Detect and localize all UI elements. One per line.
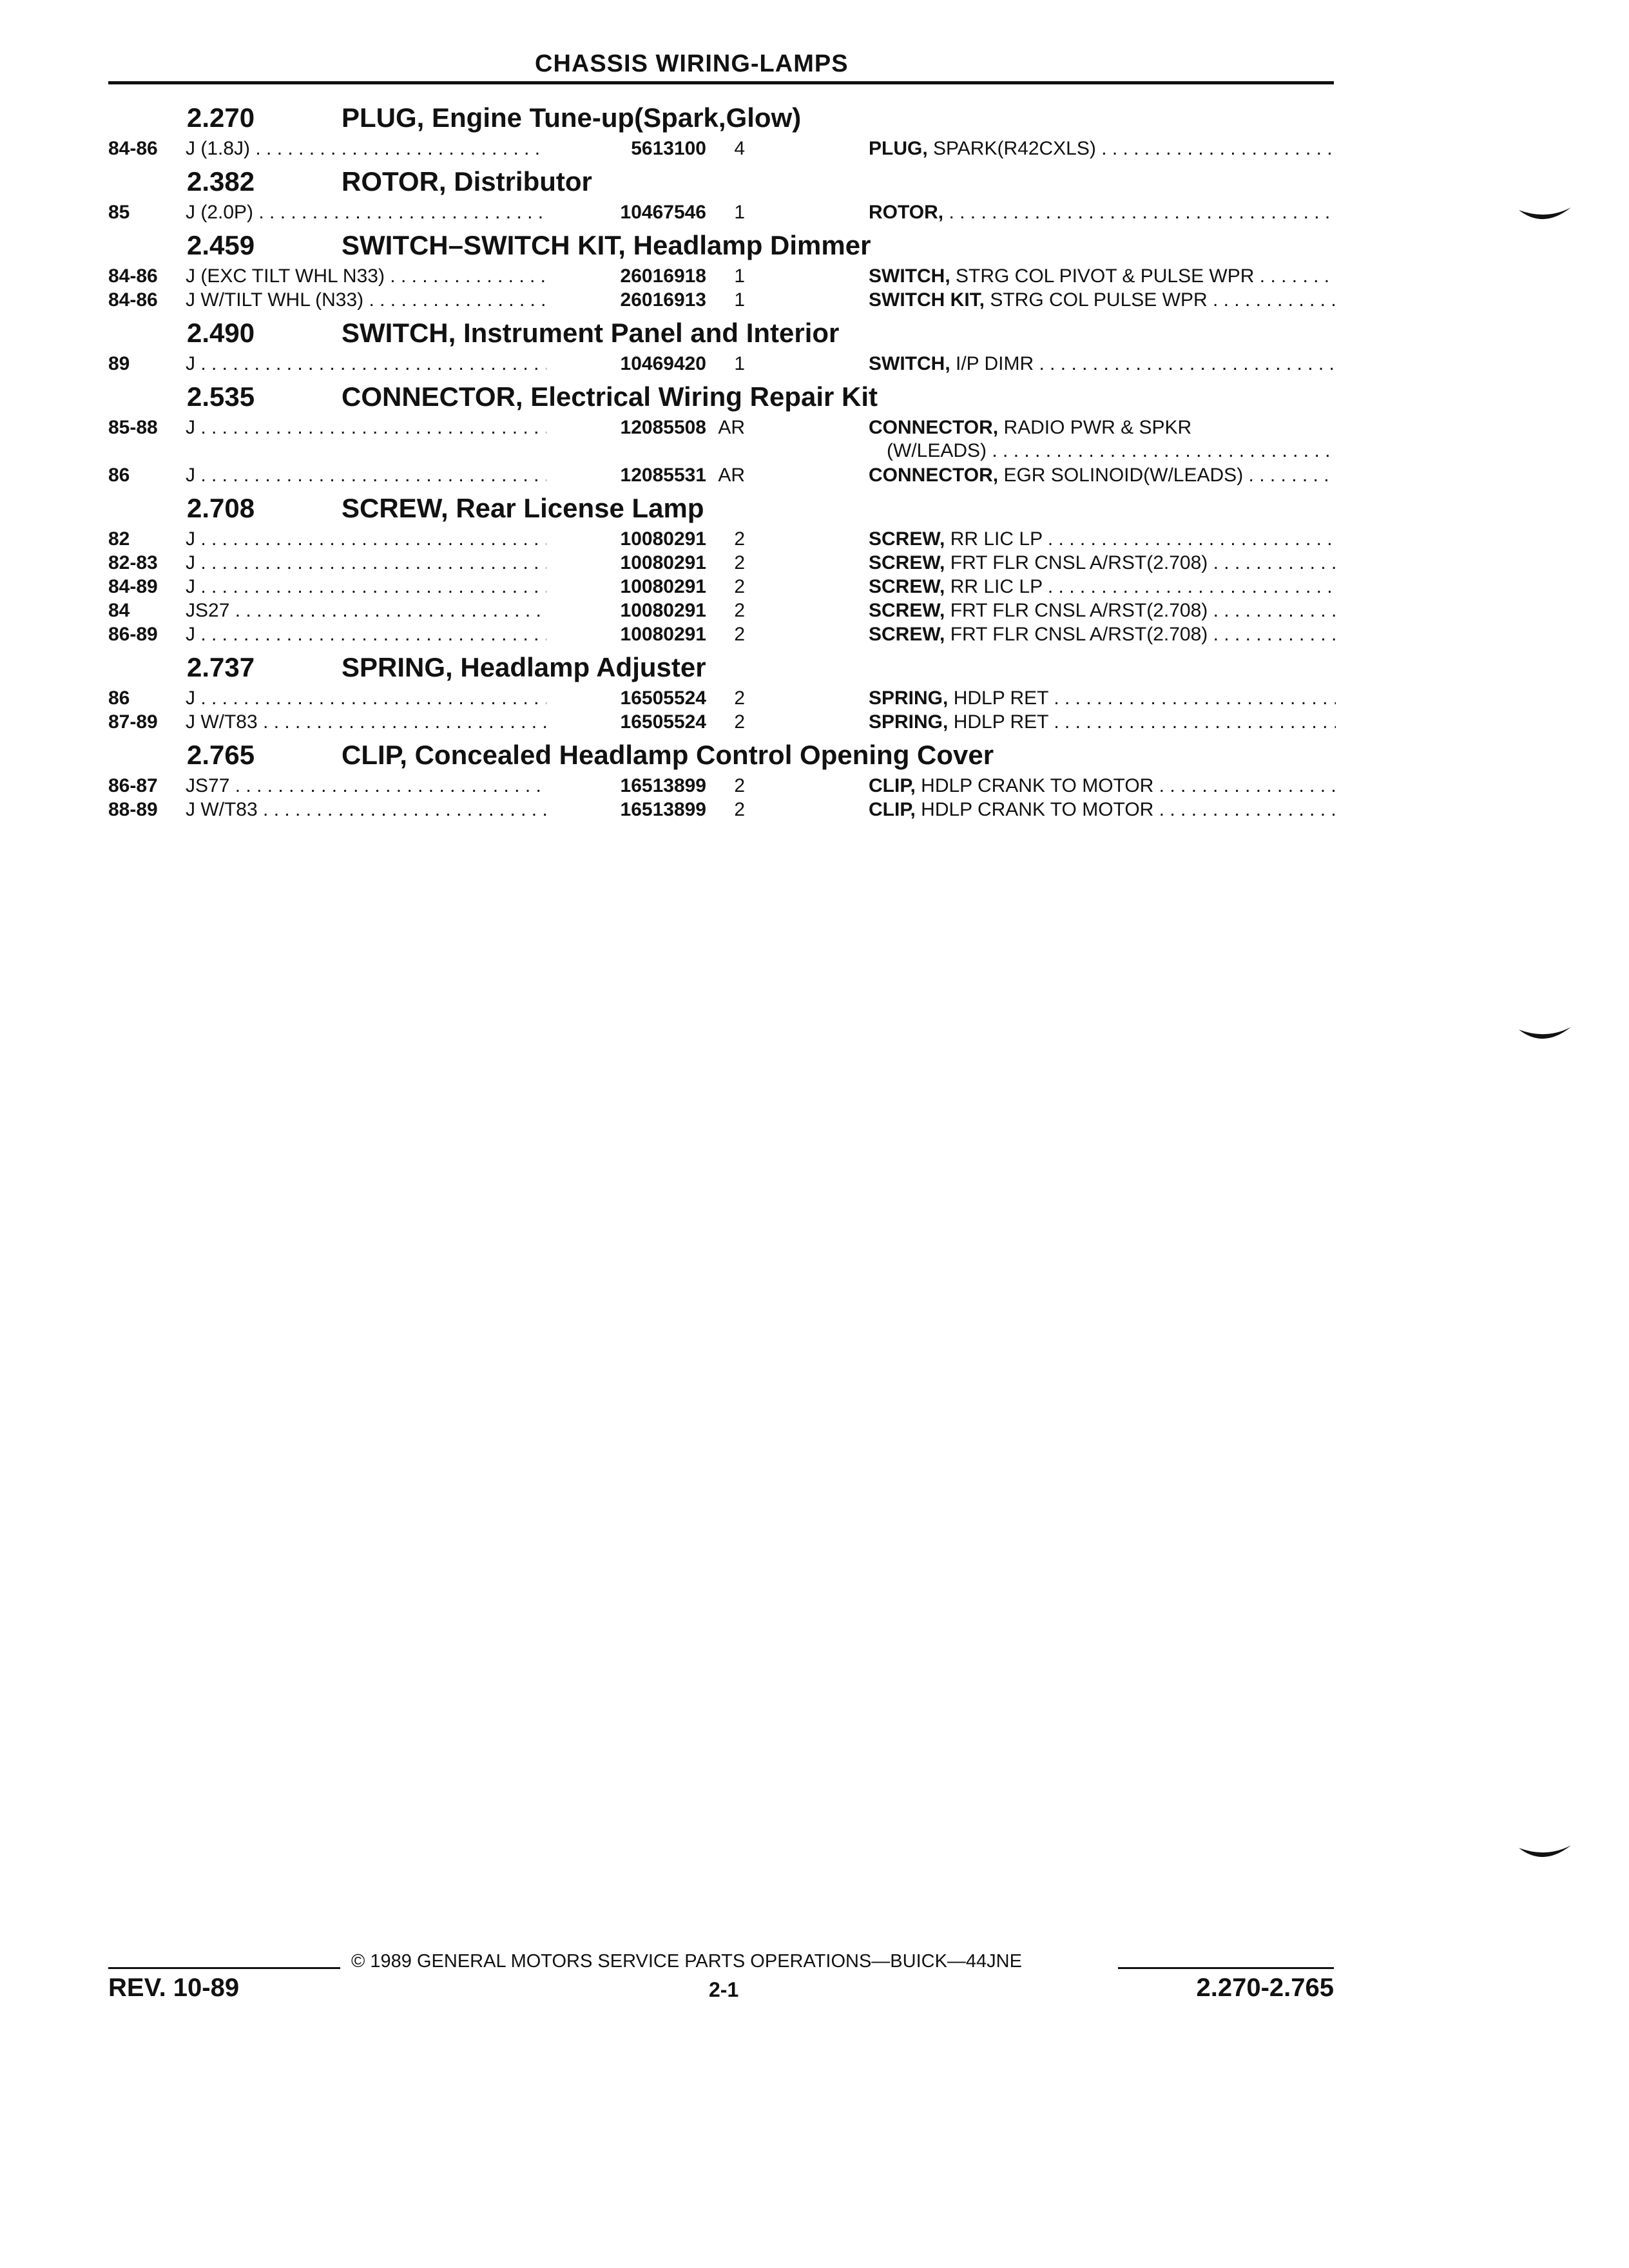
part-number: 16513899 xyxy=(546,774,706,798)
description-keyword: SPRING, xyxy=(869,687,949,709)
part-number: 16513899 xyxy=(546,798,706,822)
description-text: HDLP CRANK TO MOTOR xyxy=(915,775,1154,796)
model-code: J . . . xyxy=(186,464,656,487)
model-years: 85 xyxy=(108,202,130,223)
part-description xyxy=(869,552,1336,575)
description-keyword: SCREW, xyxy=(869,552,945,573)
model-years: 86-87 xyxy=(108,775,158,796)
section-range: 2.270-2.765 xyxy=(1196,1974,1334,2002)
part-number: 16505524 xyxy=(546,687,706,710)
description-text: STRG COL PULSE WPR xyxy=(985,289,1208,311)
part-group xyxy=(108,227,1336,312)
part-row xyxy=(108,687,1336,711)
model-years: 84 xyxy=(108,600,130,621)
description-text: FRT FLR CNSL A/RST(2.708) xyxy=(945,552,1208,573)
description-text: I/P DIMR xyxy=(950,353,1034,374)
model-code: J . . . xyxy=(186,687,656,710)
part-group xyxy=(108,737,1336,822)
part-number: 10080291 xyxy=(546,623,706,646)
group-number: 2.708 xyxy=(187,493,255,523)
description-keyword: CONNECTOR, xyxy=(869,465,999,486)
quantity: 2 xyxy=(734,624,745,645)
parts-list xyxy=(108,100,1336,825)
copyright-notice: © 1989 GENERAL MOTORS SERVICE PARTS OPERATIONS—BUICK—44JNE xyxy=(351,1951,1022,1972)
description-keyword: CONNECTOR, xyxy=(869,417,999,438)
part-description xyxy=(869,798,1336,822)
title-rule xyxy=(108,81,1334,84)
part-description xyxy=(869,623,1336,646)
part-description xyxy=(869,201,1336,224)
part-number: 5613100 xyxy=(546,137,706,160)
model-code: J . . . xyxy=(186,528,656,551)
description-keyword: SCREW, xyxy=(869,576,945,597)
model-code: J W/TILT WHL (N33) . . . xyxy=(186,289,656,312)
part-number: 26016918 xyxy=(546,265,706,288)
group-number: 2.270 xyxy=(187,102,255,133)
group-heading xyxy=(108,649,1336,687)
part-number: 12085531 xyxy=(546,464,706,487)
quantity: 1 xyxy=(734,353,745,374)
part-description xyxy=(869,774,1336,798)
model-years: 87-89 xyxy=(108,711,158,733)
part-row xyxy=(108,201,1336,225)
description-text: FRT FLR CNSL A/RST(2.708) xyxy=(945,624,1208,645)
quantity: 2 xyxy=(734,528,745,550)
description-keyword: PLUG, xyxy=(869,138,928,159)
description-text: RADIO PWR & SPKR xyxy=(998,417,1192,438)
model-years: 89 xyxy=(108,353,130,374)
page-number: 2-1 xyxy=(709,1978,739,2001)
part-number: 16505524 xyxy=(546,711,706,734)
part-row xyxy=(108,623,1336,647)
quantity: 1 xyxy=(734,265,745,287)
part-description xyxy=(869,711,1336,734)
binder-hole-mark xyxy=(1518,1024,1572,1050)
group-heading xyxy=(108,227,1336,265)
part-number: 10080291 xyxy=(546,528,706,551)
model-years: 82-83 xyxy=(108,552,158,573)
part-description xyxy=(869,464,1336,487)
part-description xyxy=(869,137,1336,160)
part-row xyxy=(108,599,1336,623)
model-code: JS77 . . . xyxy=(186,774,656,798)
quantity: 2 xyxy=(734,775,745,796)
description-text: HDLP RET xyxy=(948,687,1048,709)
group-heading xyxy=(108,379,1336,416)
description-text: FRT FLR CNSL A/RST(2.708) xyxy=(945,600,1208,621)
part-number: 12085508 xyxy=(546,416,706,439)
group-name: CONNECTOR, Electrical Wiring Repair Kit xyxy=(342,381,878,412)
part-description xyxy=(869,352,1336,376)
part-row xyxy=(108,265,1336,289)
part-number: 10080291 xyxy=(546,575,706,599)
group-number: 2.459 xyxy=(187,230,255,260)
part-description xyxy=(869,599,1336,622)
description-keyword: SWITCH, xyxy=(869,353,950,374)
model-code: J (EXC TILT WHL N33) . . . xyxy=(186,265,656,288)
description-keyword: CLIP, xyxy=(869,775,916,796)
part-description xyxy=(869,687,1336,710)
description-keyword: SCREW, xyxy=(869,624,945,645)
part-number: 10469420 xyxy=(546,352,706,376)
description-keyword: SWITCH KIT, xyxy=(869,289,985,311)
footer-rule-left xyxy=(108,1967,340,1969)
quantity: 2 xyxy=(734,711,745,733)
quantity: AR xyxy=(718,465,745,486)
part-row xyxy=(108,464,1336,488)
part-number: 10467546 xyxy=(546,201,706,224)
model-code: J W/T83 . . . xyxy=(186,798,656,822)
binder-hole-mark xyxy=(1518,205,1572,231)
model-code: J . . . xyxy=(186,352,656,376)
part-number: 26016913 xyxy=(546,289,706,312)
group-name: SWITCH–SWITCH KIT, Headlamp Dimmer xyxy=(342,230,871,260)
description-keyword: CLIP, xyxy=(869,799,916,820)
model-years: 88-89 xyxy=(108,799,158,820)
model-years: 86 xyxy=(108,687,130,709)
model-years: 84-86 xyxy=(108,289,158,311)
part-group xyxy=(108,379,1336,488)
description-continuation: (W/LEADS) xyxy=(887,440,987,461)
quantity: AR xyxy=(718,417,745,438)
binder-hole-mark xyxy=(1518,1843,1572,1869)
group-name: SPRING, Headlamp Adjuster xyxy=(342,652,706,682)
part-group xyxy=(108,315,1336,376)
description-text: RR LIC LP xyxy=(945,576,1043,597)
description-keyword: SCREW, xyxy=(869,528,945,550)
model-code: J (1.8J) . . . xyxy=(186,137,656,160)
part-row xyxy=(108,137,1336,161)
quantity: 2 xyxy=(734,600,745,621)
part-description xyxy=(869,416,1336,463)
description-keyword: ROTOR, xyxy=(869,202,944,223)
model-years: 86 xyxy=(108,465,130,486)
description-text: STRG COL PIVOT & PULSE WPR xyxy=(950,265,1255,287)
model-code: J (2.0P) . . . xyxy=(186,201,656,224)
quantity: 1 xyxy=(734,289,745,311)
model-code: J . . . xyxy=(186,575,656,599)
description-text: HDLP CRANK TO MOTOR xyxy=(915,799,1154,820)
group-heading xyxy=(108,737,1336,774)
quantity: 1 xyxy=(734,202,745,223)
group-name: PLUG, Engine Tune-up(Spark,Glow) xyxy=(342,102,802,133)
quantity: 4 xyxy=(734,138,745,159)
part-group xyxy=(108,164,1336,225)
model-years: 84-86 xyxy=(108,138,158,159)
part-number: 10080291 xyxy=(546,552,706,575)
revision-label: REV. 10-89 xyxy=(108,1974,240,2002)
model-code: JS27 . . . xyxy=(186,599,656,622)
part-description xyxy=(869,528,1336,551)
part-description xyxy=(869,289,1336,312)
part-description xyxy=(869,575,1336,599)
group-number: 2.535 xyxy=(187,381,255,412)
group-heading xyxy=(108,164,1336,201)
model-code: J . . . xyxy=(186,552,656,575)
model-years: 86-89 xyxy=(108,624,158,645)
part-row xyxy=(108,711,1336,735)
part-description xyxy=(869,265,1336,288)
description-text: HDLP RET xyxy=(948,711,1048,733)
model-code: J W/T83 . . . xyxy=(186,711,656,734)
quantity: 2 xyxy=(734,687,745,709)
part-row xyxy=(108,575,1336,599)
group-number: 2.765 xyxy=(187,740,255,770)
part-row xyxy=(108,416,1336,464)
description-text: SPARK(R42CXLS) xyxy=(927,138,1096,159)
footer-rule-right xyxy=(1118,1967,1334,1969)
model-years: 82 xyxy=(108,528,130,550)
group-heading xyxy=(108,100,1336,137)
part-group xyxy=(108,100,1336,161)
group-number: 2.737 xyxy=(187,652,255,682)
part-group xyxy=(108,649,1336,735)
quantity: 2 xyxy=(734,799,745,820)
model-code: J . . . xyxy=(186,623,656,646)
description-keyword: SCREW, xyxy=(869,600,945,621)
part-group xyxy=(108,490,1336,647)
group-heading xyxy=(108,315,1336,352)
description-keyword: SPRING, xyxy=(869,711,949,733)
description-keyword: SWITCH, xyxy=(869,265,950,287)
part-row xyxy=(108,552,1336,575)
group-number: 2.382 xyxy=(187,166,255,197)
part-row xyxy=(108,289,1336,312)
part-row xyxy=(108,774,1336,798)
group-name: ROTOR, Distributor xyxy=(342,166,592,197)
group-name: CLIP, Concealed Headlamp Control Opening Cover xyxy=(342,740,994,770)
part-number: 10080291 xyxy=(546,599,706,622)
model-code: J . . . xyxy=(186,416,656,439)
model-years: 85-88 xyxy=(108,417,158,438)
group-number: 2.490 xyxy=(187,318,255,348)
group-heading xyxy=(108,490,1336,528)
group-name: SCREW, Rear License Lamp xyxy=(342,493,704,523)
page-title: CHASSIS WIRING-LAMPS xyxy=(535,50,849,77)
quantity: 2 xyxy=(734,552,745,573)
part-row xyxy=(108,528,1336,552)
model-years: 84-86 xyxy=(108,265,158,287)
model-years: 84-89 xyxy=(108,576,158,597)
part-row xyxy=(108,352,1336,376)
description-text: RR LIC LP xyxy=(945,528,1043,550)
description-text: EGR SOLINOID(W/LEADS) xyxy=(998,465,1244,486)
group-name: SWITCH, Instrument Panel and Interior xyxy=(342,318,840,348)
quantity: 2 xyxy=(734,576,745,597)
part-row xyxy=(108,798,1336,822)
